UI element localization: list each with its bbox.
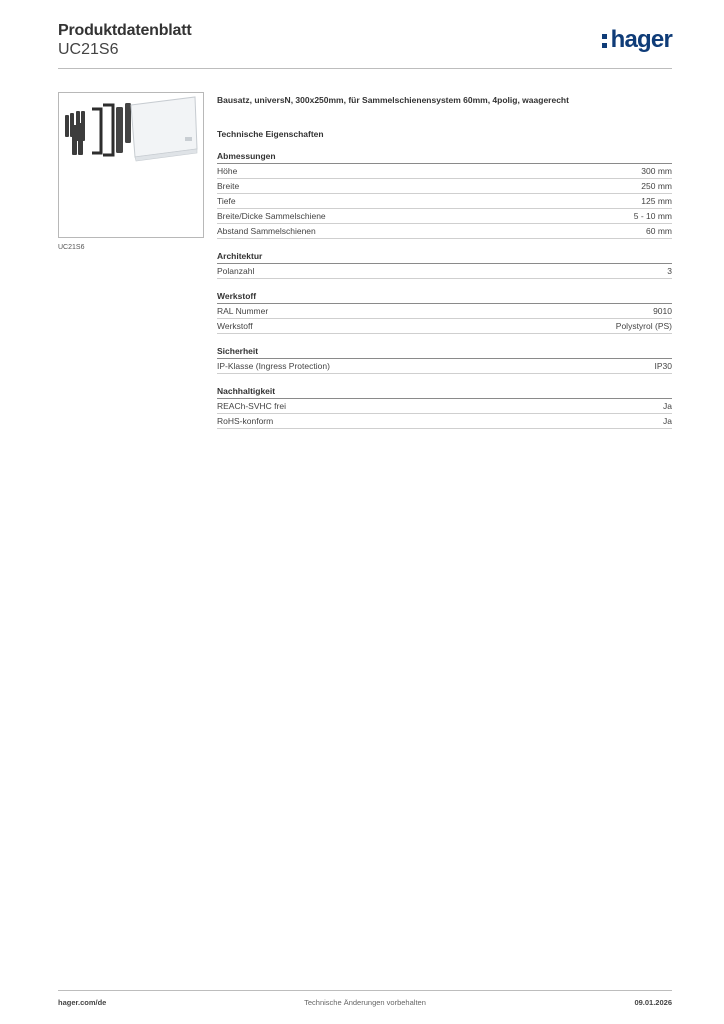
footer-divider bbox=[58, 990, 672, 991]
section-title: Sicherheit bbox=[217, 346, 672, 359]
logo-dots-icon bbox=[602, 31, 608, 49]
row-label: Werkstoff bbox=[217, 321, 253, 331]
product-details bbox=[217, 95, 672, 429]
row-value: Ja bbox=[663, 401, 672, 411]
section-title: Nachhaltigkeit bbox=[217, 386, 672, 399]
row-value: 60 mm bbox=[646, 226, 672, 236]
row-label: Breite bbox=[217, 181, 240, 191]
row-label: Tiefe bbox=[217, 196, 236, 206]
table-row bbox=[217, 319, 672, 334]
row-label: RoHS-konform bbox=[217, 416, 274, 426]
table-row bbox=[217, 399, 672, 414]
row-label: REACh-SVHC frei bbox=[217, 401, 286, 411]
footer-notice: Technische Änderungen vorbehalten bbox=[304, 998, 426, 1007]
page-header bbox=[58, 22, 672, 68]
table-row bbox=[217, 179, 672, 194]
footer-date: 09.01.2026 bbox=[634, 998, 672, 1007]
product-illustration-icon bbox=[59, 93, 203, 237]
table-row bbox=[217, 224, 672, 239]
section-title: Werkstoff bbox=[217, 291, 672, 304]
table-row bbox=[217, 359, 672, 374]
row-label: Höhe bbox=[217, 166, 238, 176]
row-value: IP30 bbox=[654, 361, 672, 371]
table-row bbox=[217, 264, 672, 279]
section-title: Abmessungen bbox=[217, 151, 672, 164]
section-sicherheit bbox=[217, 346, 672, 374]
row-value: 5 - 10 mm bbox=[633, 211, 672, 221]
table-row bbox=[217, 304, 672, 319]
product-image bbox=[58, 92, 204, 238]
table-row bbox=[217, 414, 672, 429]
row-label: Polanzahl bbox=[217, 266, 255, 276]
row-value: 3 bbox=[667, 266, 672, 276]
row-label: IP-Klasse (Ingress Protection) bbox=[217, 361, 330, 371]
hager-logo bbox=[602, 28, 672, 52]
table-row bbox=[217, 209, 672, 224]
row-value: 300 mm bbox=[641, 166, 672, 176]
row-value: 125 mm bbox=[641, 196, 672, 206]
document-title: Produktdatenblatt bbox=[58, 22, 192, 39]
row-value: Ja bbox=[663, 416, 672, 426]
page-footer bbox=[58, 998, 672, 1010]
technical-properties-heading: Technische Eigenschaften bbox=[217, 129, 324, 139]
row-label: Abstand Sammelschienen bbox=[217, 226, 316, 236]
section-nachhaltigkeit bbox=[217, 386, 672, 429]
product-description: Bausatz, universN, 300x250mm, für Sammelschienensystem 60mm, 4polig, waagerecht bbox=[217, 95, 569, 105]
product-code: UC21S6 bbox=[58, 41, 119, 58]
table-row bbox=[217, 194, 672, 209]
table-row bbox=[217, 164, 672, 179]
header-divider bbox=[58, 68, 672, 69]
row-value: Polystyrol (PS) bbox=[615, 321, 672, 331]
row-value: 9010 bbox=[653, 306, 672, 316]
section-title: Architektur bbox=[217, 251, 672, 264]
section-werkstoff bbox=[217, 291, 672, 334]
section-abmessungen bbox=[217, 151, 672, 239]
row-label: Breite/Dicke Sammelschiene bbox=[217, 211, 326, 221]
website-link[interactable]: hager.com/de bbox=[58, 998, 107, 1007]
section-architektur bbox=[217, 251, 672, 279]
row-label: RAL Nummer bbox=[217, 306, 269, 316]
row-value: 250 mm bbox=[641, 181, 672, 191]
logo-text: hager bbox=[610, 26, 672, 53]
image-caption: UC21S6 bbox=[58, 244, 85, 251]
